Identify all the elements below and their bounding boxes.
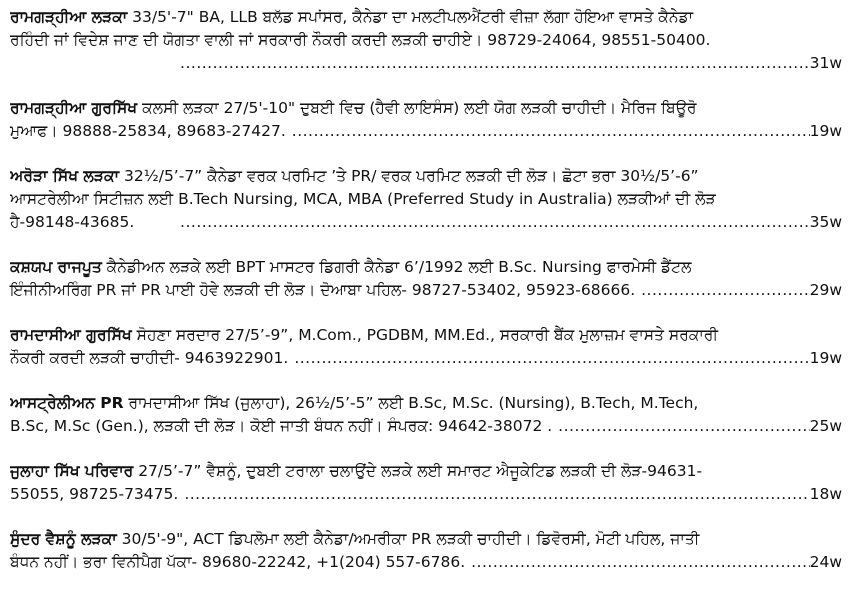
ad-text: B.Sc, M.Sc (Gen.), ਲੜਕੀ ਦੀ ਲੋੜ। ਕੋਈ ਜਾਤੀ ਬੰਧਨ ਨਹੀਂ। ਸੰਪਰਕ: 94642-38072 .	[10, 417, 553, 435]
ad-heading: ਜੁਲਾਹਾ ਸਿੱਖ ਪਰਿਵਾਰ	[10, 462, 134, 480]
ad-code: 31w	[809, 54, 842, 72]
ad-heading: ਸੁੰਦਰ ਵੈਸ਼ਨੂੰ ਲੜਕਾ	[10, 530, 117, 548]
classified-ad-3	[10, 165, 842, 234]
leader-dots	[641, 279, 809, 302]
ad-code: 24w	[809, 553, 842, 571]
ad-heading: ਰਾਮਗੜ੍ਹੀਆ ਗੁਰਸਿੱਖ	[10, 99, 138, 117]
ad-code: 19w	[809, 349, 842, 367]
ad-text: ਹੈ-98148-43685.	[10, 213, 135, 231]
ad-heading: ਆਸਟ੍ਰੇਲੀਅਨ PR	[10, 394, 124, 412]
ad-code: 35w	[809, 213, 842, 231]
ad-text: 32½/5’-7” ਕੈਨੇਡਾ ਵਰਕ ਪਰਮਿਟ ’ਤੇ PR/ ਵਰਕ ਪਰਮਿਟ ਲੜਕੀ ਦੀ ਲੋੜ। ਛੋਟਾ ਭਰਾ 30½/5’-6”	[119, 167, 699, 185]
ad-heading: ਰਾਮਦਾਸੀਆ ਗੁਰਸਿੱਖ	[10, 326, 132, 344]
ad-text: ਆਸਟਰੇਲੀਆ ਸਿਟੀਜ਼ਨ ਲਈ B.Tech Nursing, MCA, MBA (Preferred Study in Australia) ਲੜਕੀਆਂ ਦੀ ਲੋੜ	[10, 190, 716, 208]
ad-text: 27/5’-7” ਵੈਸ਼ਨੂੰ, ਦੁਬਈ ਟਰਾਲਾ ਚਲਾਉਂਦੇ ਲੜਕੇ ਲਈ ਸਮਾਰਟ ਐਜੂਕੇਟਿਡ ਲੜਕੀ ਦੀ ਲੋੜ-94631-	[133, 462, 703, 480]
leader-dots	[16, 52, 810, 75]
ad-text: ਰਹਿੰਦੀ ਜਾਂ ਵਿਦੇਸ਼ ਜਾਣ ਦੀ ਯੋਗਤਾ ਵਾਲੀ ਜਾਂ ਸਰਕਾਰੀ ਨੌਕਰੀ ਕਰਦੀ ਲੜਕੀ ਚਾਹੀਏ। 98729-24064, 98551-50400.	[10, 31, 711, 49]
ad-text: ਸੋਹਣਾ ਸਰਦਾਰ 27/5’-9”, M.Com., PGDBM, MM.Ed., ਸਰਕਾਰੀ ਬੈਂਕ ਮੁਲਾਜ਼ਮ ਵਾਸਤੇ ਸਰਕਾਰੀ	[131, 326, 719, 344]
ad-text: ਕੈਨੇਡੀਅਨ ਲੜਕੇ ਲਈ BPT ਮਾਸਟਰ ਡਿਗਰੀ ਕੈਨੇਡਾ 6’/1992 ਲਈ B.Sc. Nursing ਫਾਰਮੇਸੀ ਡੈਂਟਲ	[101, 258, 692, 276]
leader-dots	[471, 551, 809, 574]
ad-text: ਬੰਧਨ ਨਹੀਂ। ਭਰਾ ਵਿਨੀਪੈਗ ਪੱਕਾ- 89680-22242, +1(204) 557-6786.	[10, 553, 466, 571]
ad-text: 33/5'-7" BA, LLB ਬਲੱਡ ਸਪਾਂਸਰ, ਕੈਨੇਡਾ ਦਾ ਮਲਟੀਪਲਐਂਟਰੀ ਵੀਜ਼ਾ ਲੱਗਾ ਹੋਇਆ ਵਾਸਤੇ ਕੈਨੇਡਾ	[127, 8, 694, 26]
ad-code: 25w	[809, 417, 842, 435]
classified-ad-5	[10, 324, 842, 370]
leader-dots	[184, 483, 809, 506]
ad-code: 29w	[809, 281, 842, 299]
ad-text: ਕਲਸੀ ਲੜਕਾ 27/5'-10" ਦੁਬਈ ਵਿਚ (ਹੈਵੀ ਲਾਇਸੰਸ) ਲਈ ਯੋਗ ਲੜਕੀ ਚਾਹੀਦੀ। ਮੈਰਿਜ ਬਿਊਰੋ	[137, 99, 697, 117]
ad-text: 55055, 98725-73475.	[10, 485, 179, 503]
ad-text: 30/5'-9", ACT ਡਿਪਲੋਮਾ ਲਈ ਕੈਨੇਡਾ/ਅਮਰੀਕਾ PR ਲੜਕੀ ਚਾਹੀਦੀ। ਡਿਵੋਰਸੀ, ਮੋਟੀ ਪਹਿਲ, ਜਾਤੀ	[116, 530, 700, 548]
leader-dots	[292, 120, 810, 143]
ad-text: ਨੌਕਰੀ ਕਰਦੀ ਲੜਕੀ ਚਾਹੀਦੀ- 9463922901.	[10, 349, 289, 367]
ad-code: 19w	[809, 122, 842, 140]
ad-heading: ਕਸ਼ਯਪ ਰਾਜਪੂਤ	[10, 258, 102, 276]
classified-ad-2	[10, 97, 842, 143]
ad-text: ਮੁਆਫ। 98888-25834, 89683-27427.	[10, 122, 286, 140]
classified-ad-6	[10, 392, 842, 438]
leader-dots	[140, 211, 809, 234]
classified-ad-7	[10, 460, 842, 506]
classified-ad-4	[10, 256, 842, 302]
ad-text: ਰਾਮਦਾਸੀਆ ਸਿੱਖ (ਜੁਲਾਹਾ), 26½/5’-5” ਲਈ B.Sc, M.Sc. (Nursing), B.Tech, M.Tech,	[123, 394, 699, 412]
leader-dots	[294, 347, 809, 370]
leader-dots	[558, 415, 809, 438]
ad-text: ਇੰਜੀਨੀਅਰਿੰਗ PR ਜਾਂ PR ਪਾਈ ਹੋਵੇ ਲੜਕੀ ਦੀ ਲੋੜ। ਦੋਆਬਾ ਪਹਿਲ- 98727-53402, 95923-68666.	[10, 281, 636, 299]
ad-heading: ਰਾਮਗੜ੍ਹੀਆ ਲੜਕਾ	[10, 8, 128, 26]
ad-code: 18w	[809, 485, 842, 503]
classified-ad-8	[10, 528, 842, 574]
classified-ad-1	[10, 6, 842, 75]
ad-heading: ਅਰੋੜਾ ਸਿੱਖ ਲੜਕਾ	[10, 167, 120, 185]
